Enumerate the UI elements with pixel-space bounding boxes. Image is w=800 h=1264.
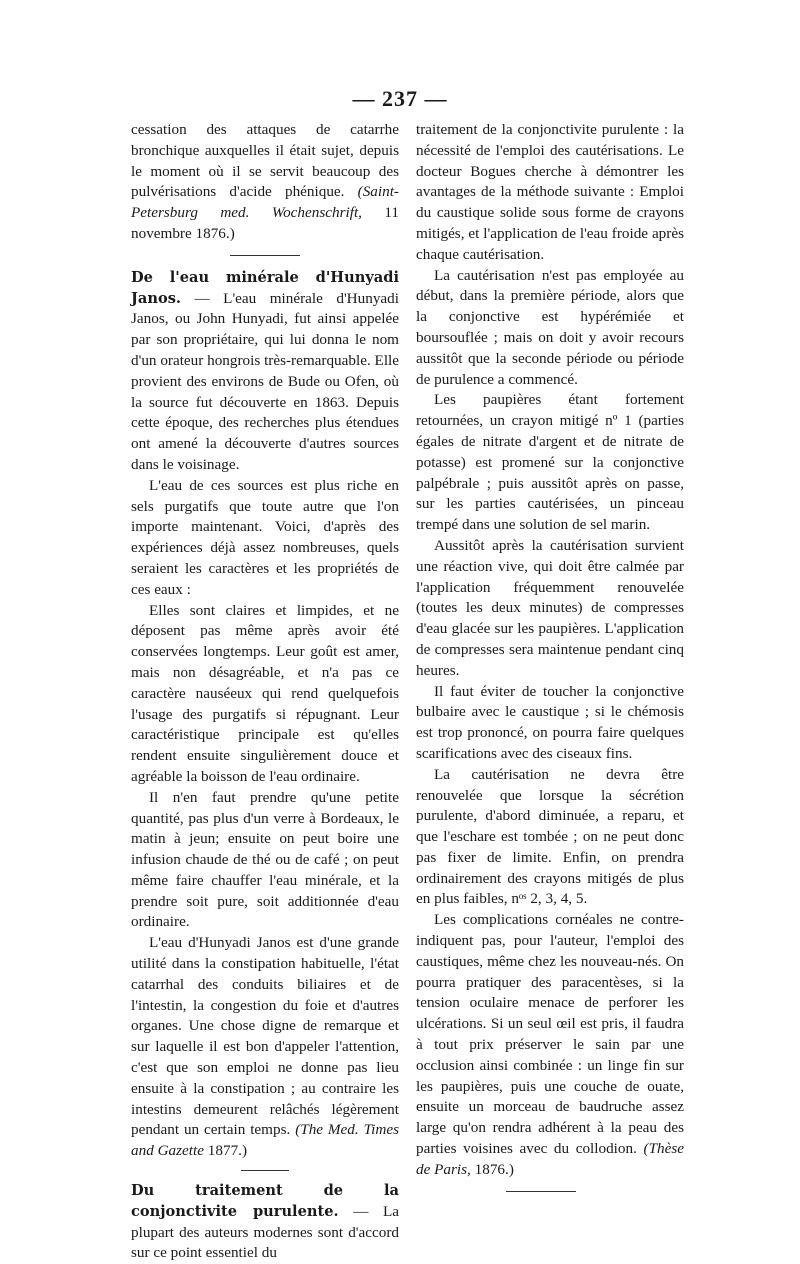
paragraph: Il faut éviter de toucher la conjonctive bulbaire avec le caustique ; si le chémosis est trop prononcé, on pourra faire quelques scarifications avec des ciseaux fins. [416,682,684,762]
citation-date: 1876.) [474,1160,514,1178]
paragraph-text: cessation des attaques de catarrhe bronchique auxquelles il était sujet, depuis le moment où il se servit beaucoup des pulvérisations d'acide phénique. [131,121,399,201]
right-column [416,120,684,1192]
paragraph: Les paupières étant fortement retournées, un crayon mitigé nº 1 (parties égales de nitrate d'argent et de nitrate de potasse) est promené sur la conjonctive palpébrale ; puis aussitôt après on passe, sur les parties cautérisées, un pinceau trempé dans une solution de sel marin. [416,391,684,534]
dash: — [338,1202,383,1220]
source-citation: (Saint-Petersburg med. Wochenschrift, [131,183,399,222]
citation-date: 11 novembre 1876.) [131,204,399,242]
page-number: — 237 — [352,86,448,111]
paragraph: traitement de la conjonctivite purulente : la nécessité de l'emploi des cautérisations. Le docteur Bogues cherche à démontrer les avantages de la méthode suivante : Emploi du caustique solide sous forme de crayons mitigés, et l'application de l'eau froide après chaque cautérisation. [416,121,684,263]
paragraph: La cautérisation n'est pas employée au début, dans la première période, alors que la conjonctive est hypérémiée et boursouflée ; mais on doit y avoir recours aussitôt que la seconde période ou période de purulence a commencé. [416,266,684,388]
left-column [131,120,399,1264]
paragraph: Elles sont claires et limpides, et ne déposent pas même après avoir été conservées longtemps. Leur goût est amer, mais non désagréable, et n'a pas ce caractère nauséeux qui rend quelquefois l'usage des purgatifs si répugnant. Leur caractéristique principale est qu'elles rendent ensuite singulièrement douce et agréable la boisson de l'eau ordinaire. [131,601,399,785]
paragraph: Aussitôt après la cautérisation survient une réaction vive, qui doit être calmée par l'application fréquemment renouvelée (toutes les deux minutes) de compresses d'eau glacée sur les paupières. L'application de compresses sera maintenue pendant cinq heures. [416,536,684,679]
article-intro [131,1181,399,1264]
section-divider [230,255,300,256]
section-divider [241,1170,289,1171]
source-citation: (The Med. Times and Gazette [131,1121,400,1160]
paragraph: La cautérisation ne devra être renouvelée que lorsque la sécrétion purulente, d'abord diminuée, a reparu, et que l'eschare est tombée ; on ne peut donc pas fixer de limite. Enfin, on prendra ordinairement des crayons mitigés de plus en plus faibles, nᵒˢ 2, 3, 4, 5. [416,765,684,908]
paragraph: Il n'en faut prendre qu'une petite quantité, pas plus d'un verre à Bordeaux, le matin à jeun; ensuite on peut boire une infusion chaude de thé ou de café ; on peut même faire chauffer l'eau minérale, et la prendre soit pure, soit additionnée d'eau ordinaire. [131,788,399,931]
paragraph [416,910,684,1180]
source-citation: (Thèse de Paris, [416,1140,685,1178]
paragraph-text: L'eau minérale d'Hunyadi Janos, ou John Hunyadi, fut ainsi appelée par son propriétaire, qui lui donna le nom d'un orateur hongrois très-remarquable. Elle provient des environs de Bude ou Ofen, où la source fut découverte en 1863. Depuis cette époque, des recherches plus étendues ont amené la découverte d'autres sources dans le voisinage. [131,289,399,473]
paragraph [131,120,399,245]
article-intro [131,268,399,476]
paragraph-text: L'eau d'Hunyadi Janos est d'une grande utilité dans la constipation habituelle, l'état catarrhal des conduits biliaires et de l'intestin, la congestion du foie et d'autres organes. Une chose digne de remarque et sur laquelle il est bon d'appeler l'attention, c'est que son emploi ne donne pas lieu ensuite à la constipation ; au contraire les intestins demeurent relâchés légèrement pendant un certain temps. [131,934,399,1139]
dash: — [181,289,224,307]
paragraph-text: La plupart des auteurs modernes sont d'accord sur ce point essentiel du [131,1202,399,1262]
article-title: Du traitement de la conjonctivite purulente. [131,1182,399,1220]
citation-date: 1877.) [207,1142,248,1160]
article-title: De l'eau minérale d'Hunyadi Janos. [131,268,399,307]
paragraph [131,933,399,1162]
paragraph-text: Les complications cornéales ne contre-indiquent pas, pour l'auteur, l'emploi des caustiques, même chez les nouveau-nés. On pourra pratiquer des paracentèses, si la tension oculaire menace de perforer les ulcérations. Si un seul œil est pris, il faudra à tout prix préserver le sain par une occlusion ainsi combinée : un linge fin sur les paupières, puis une couche de ouate, ensuite un morceau de baudruche assez large qu'on rendra adhérent à la peau des parties voisines avec du collodion. [416,911,684,1158]
end-divider [506,1191,576,1192]
paragraph: L'eau de ces sources est plus riche en sels purgatifs que toute autre que l'on importe maintenant. Voici, d'après des expériences déjà assez nombreuses, quels seraient les caractères et les propriétés de ces eaux : [131,476,399,598]
